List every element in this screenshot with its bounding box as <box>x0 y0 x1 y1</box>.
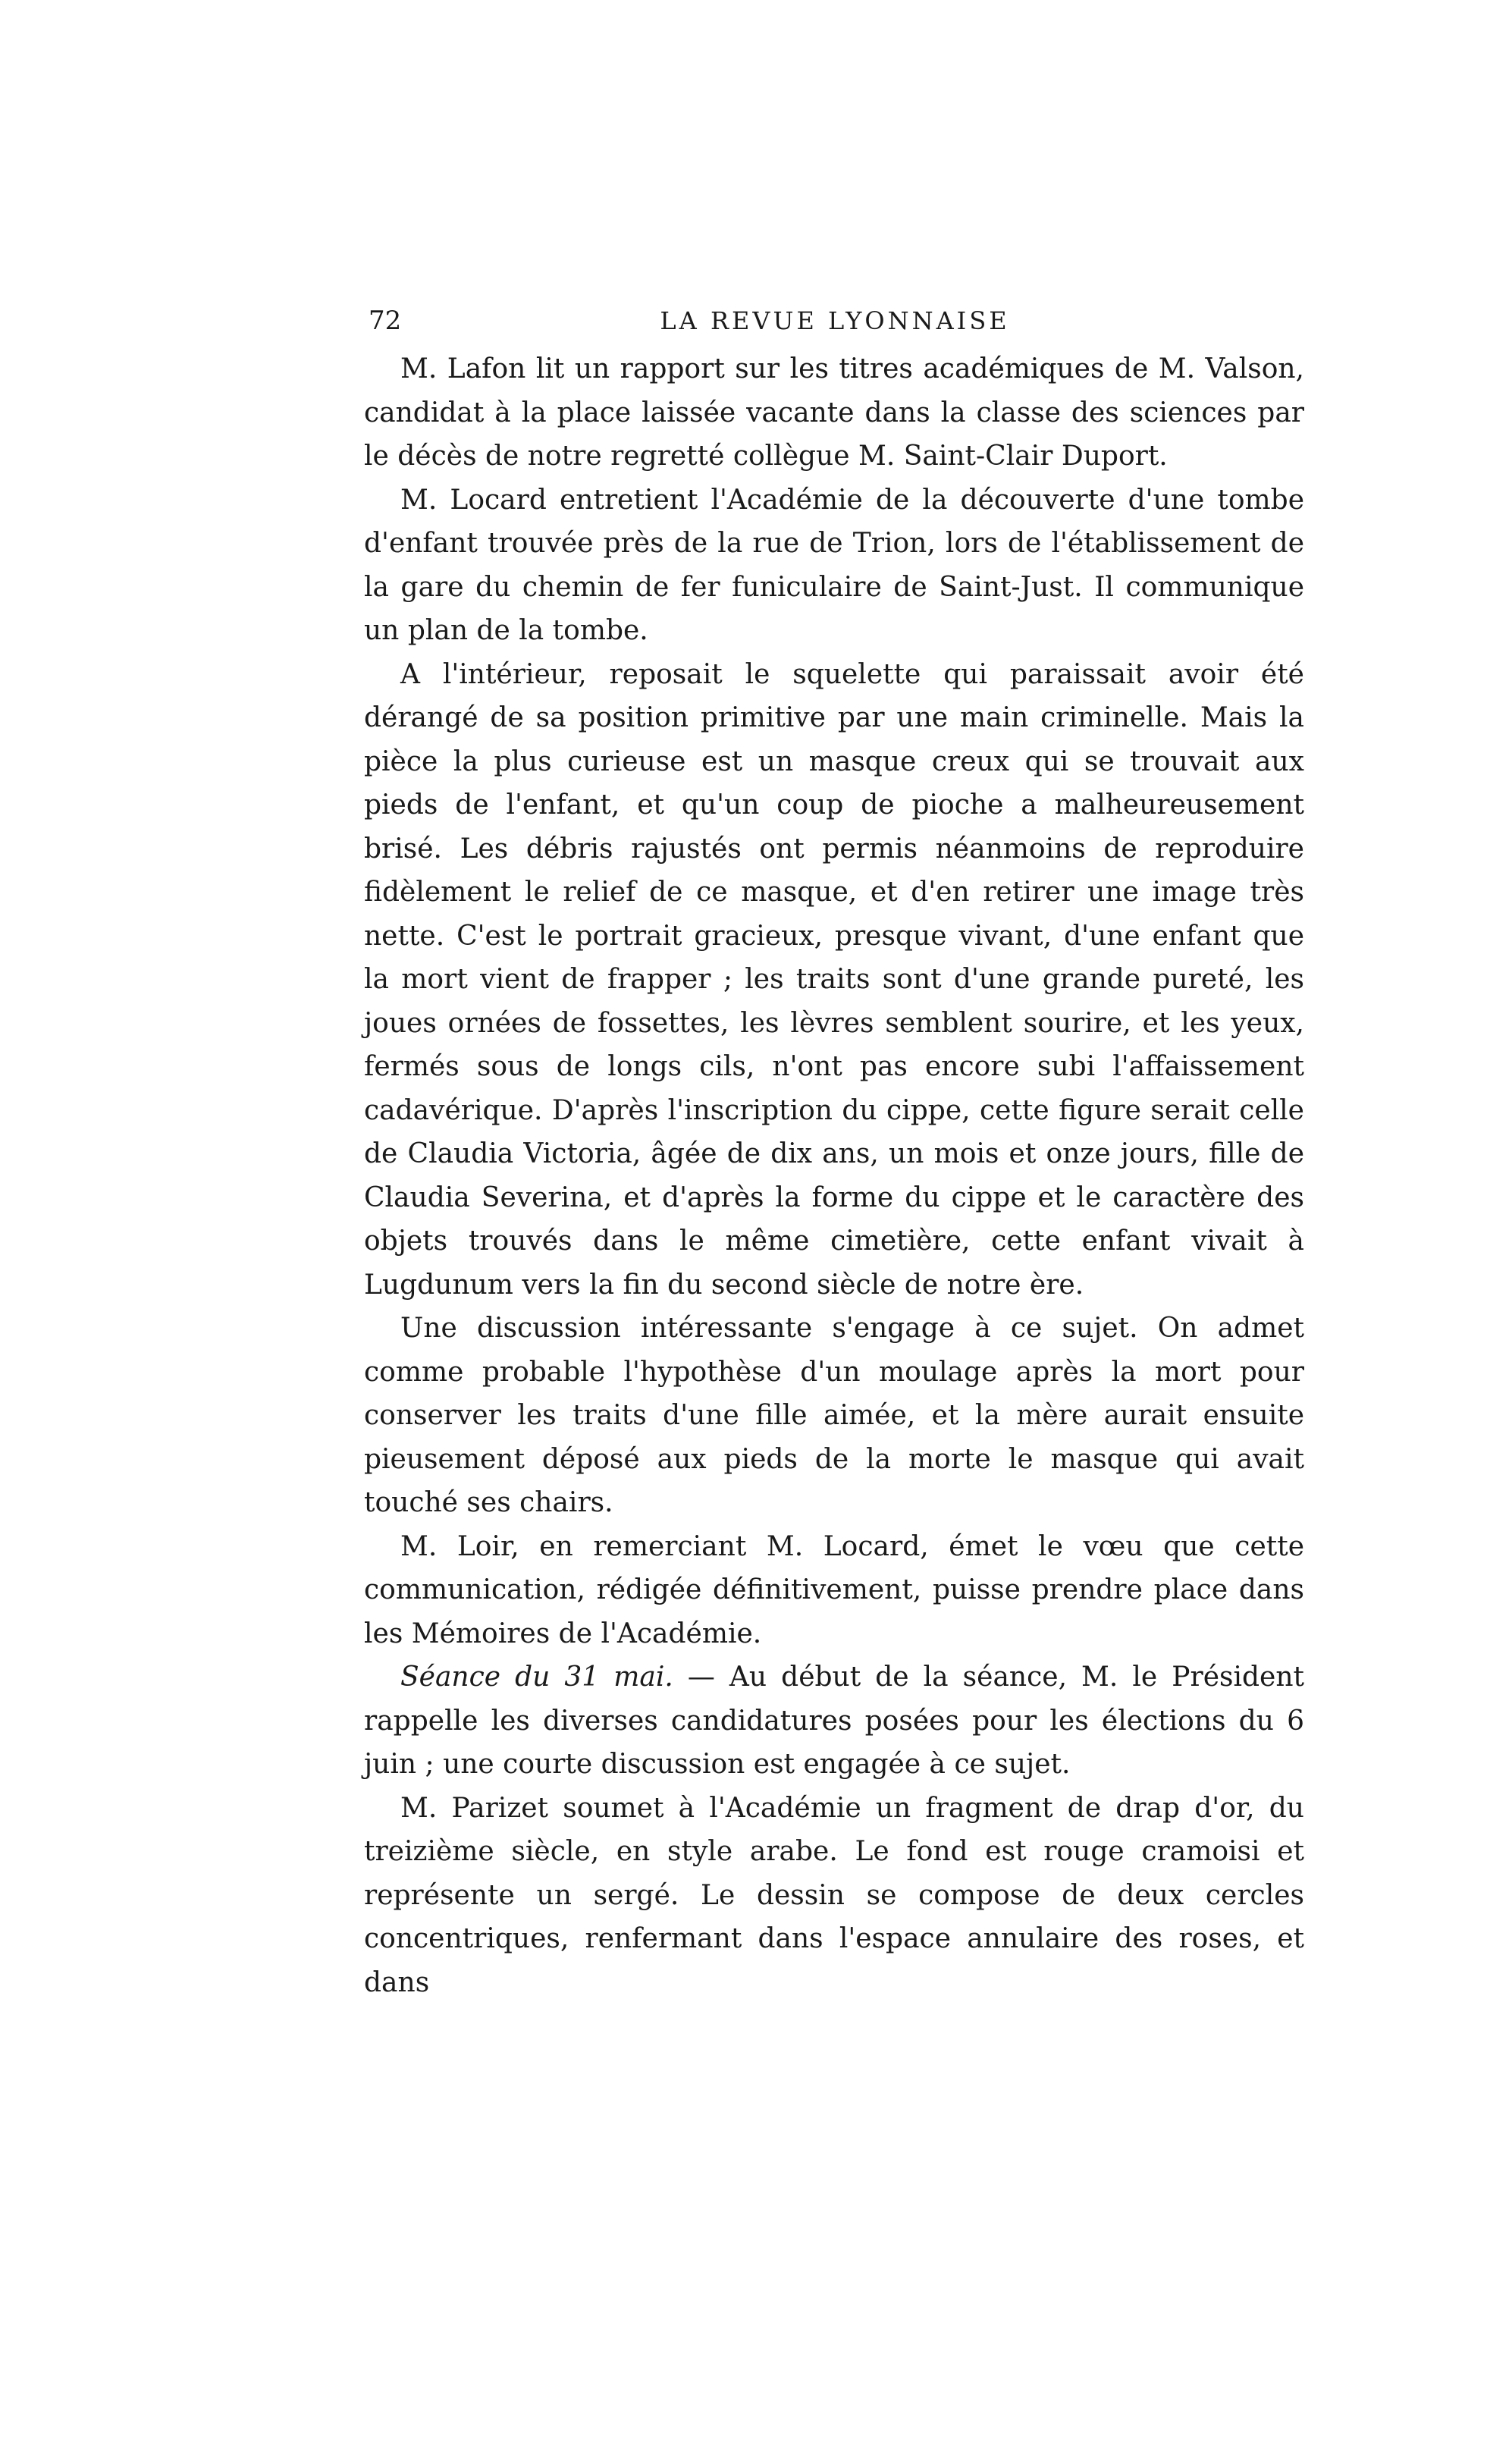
running-title: LA REVUE LYONNAISE <box>660 306 1010 335</box>
paragraph-parizet-fabric: M. Parizet soumet à l'Académie un fragment de drap d'or, du treizième siècle, en style arabe. Le fond est rouge cramoisi et représente un sergé. Le dessin se compose de deux cercles concentriques, renfermant dans l'espace annulaire des roses, et dans <box>364 1792 1304 1998</box>
page-header <box>369 302 1301 340</box>
seance-text: — Au début de la séance, M. le Président rappelle les diverses candidatures posées pour les élections du 6 juin ; une courte discussion est engagée à ce sujet. <box>364 1662 1304 1780</box>
paragraph-locard-tomb: M. Locard entretient l'Académie de la découverte d'une tombe d'enfant trouvée près de la rue de Trion, lors de l'établissement de la gare du chemin de fer funiculaire de Saint-Just. Il communique un plan de la tombe. <box>364 484 1304 646</box>
body-text <box>364 347 1304 2004</box>
paragraph-lafon-report: M. Lafon lit un rapport sur les titres académiques de M. Valson, candidat à la place laissée vacante dans la classe des sciences par le décès de notre regretté collègue M. Saint-Clair Duport. <box>364 353 1304 472</box>
paragraph-loir-wish: M. Loir, en remerciant M. Locard, émet le vœu que cette communication, rédigée définitivement, puisse prendre place dans les Mémoires de l'Académie. <box>364 1530 1304 1649</box>
paragraph-mask-description: A l'intérieur, reposait le squelette qui paraissait avoir été dérangé de sa position primitive par une main criminelle. Mais la pièce la plus curieuse est un masque creux qui se trouvait aux pieds de l'enfant, et qu'un coup de pioche a malheureusement brisé. Les débris rajustés ont permis néanmoins de reproduire fidèlement le relief de ce masque, et d'en retirer une image très nette. C'est le portrait gracieux, presque vivant, d'une enfant que la mort vient de frapper ; les traits sont d'une grande pureté, les joues ornées de fossettes, les lèvres semblent sourire, et les yeux, fermés sous de longs cils, n'ont pas encore subi l'affaissement cadavérique. D'après l'inscription du cippe, cette figure serait celle de Claudia Victoria, âgée de dix ans, un mois et onze jours, fille de Claudia Severina, et d'après la forme du cippe et le caractère des objets trouvés dans le même cimetière, cette enfant vivait à Lugdunum vers la fin du second siècle de notre ère. <box>364 658 1304 1301</box>
page-number: 72 <box>369 306 402 336</box>
seance-date-label: Séance du 31 mai. <box>400 1662 673 1693</box>
paragraph-seance-31-mai <box>364 1655 1304 1787</box>
paragraph-discussion: Une discussion intéressante s'engage à ce sujet. On admet comme probable l'hypothèse d'un moulage après la mort pour conserver les traits d'une fille aimée, et la mère aurait ensuite pieusement déposé aux pieds de la morte le masque qui avait touché ses chairs. <box>364 1313 1304 1518</box>
